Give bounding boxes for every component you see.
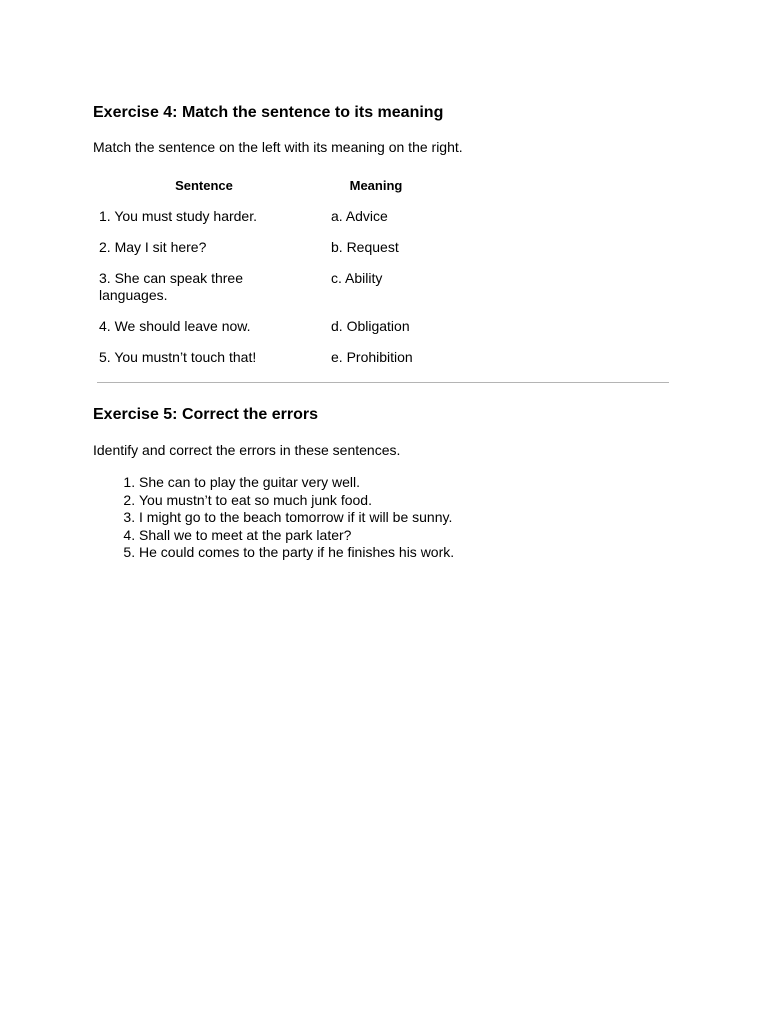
exercise-4-title: Exercise 4: Match the sentence to its meaning xyxy=(93,104,444,121)
meaning-cell: b. Request xyxy=(331,239,399,255)
list-item: 3. I might go to the beach tomorrow if it will be sunny. xyxy=(139,509,454,527)
sentence-cell: 5. You mustn’t touch that! xyxy=(99,349,257,365)
sentence-column-header: Sentence xyxy=(175,178,233,193)
error-sentence-list xyxy=(93,474,454,562)
table-row xyxy=(93,233,427,264)
exercise-5-instructions: Identify and correct the errors in these sentences. xyxy=(93,442,401,458)
meaning-cell: c. Ability xyxy=(331,270,383,286)
exercise-4-instructions: Match the sentence on the left with its meaning on the right. xyxy=(93,139,463,155)
table-row xyxy=(93,202,427,233)
sentence-cell: 3. She can speak three languages. xyxy=(99,270,243,303)
meaning-cell: e. Prohibition xyxy=(331,349,413,365)
exercise-5-title: Exercise 5: Correct the errors xyxy=(93,406,318,423)
meaning-cell: a. Advice xyxy=(331,208,388,224)
list-item: 4. Shall we to meet at the park later? xyxy=(139,527,454,545)
list-item: 2. You mustn’t to eat so much junk food. xyxy=(139,492,454,510)
sentence-cell: 4. We should leave now. xyxy=(99,318,251,334)
table-row xyxy=(93,312,427,343)
meaning-column-header: Meaning xyxy=(349,178,403,193)
matching-table xyxy=(93,174,427,374)
sentence-cell: 1. You must study harder. xyxy=(99,208,257,224)
table-row xyxy=(93,264,427,312)
list-item: 1. She can to play the guitar very well. xyxy=(139,474,454,492)
meaning-cell: d. Obligation xyxy=(331,318,410,334)
section-divider xyxy=(97,382,669,383)
list-item: 5. He could comes to the party if he finishes his work. xyxy=(139,544,454,562)
sentence-cell: 2. May I sit here? xyxy=(99,239,207,255)
matching-table-header xyxy=(93,174,427,202)
table-row xyxy=(93,343,427,374)
